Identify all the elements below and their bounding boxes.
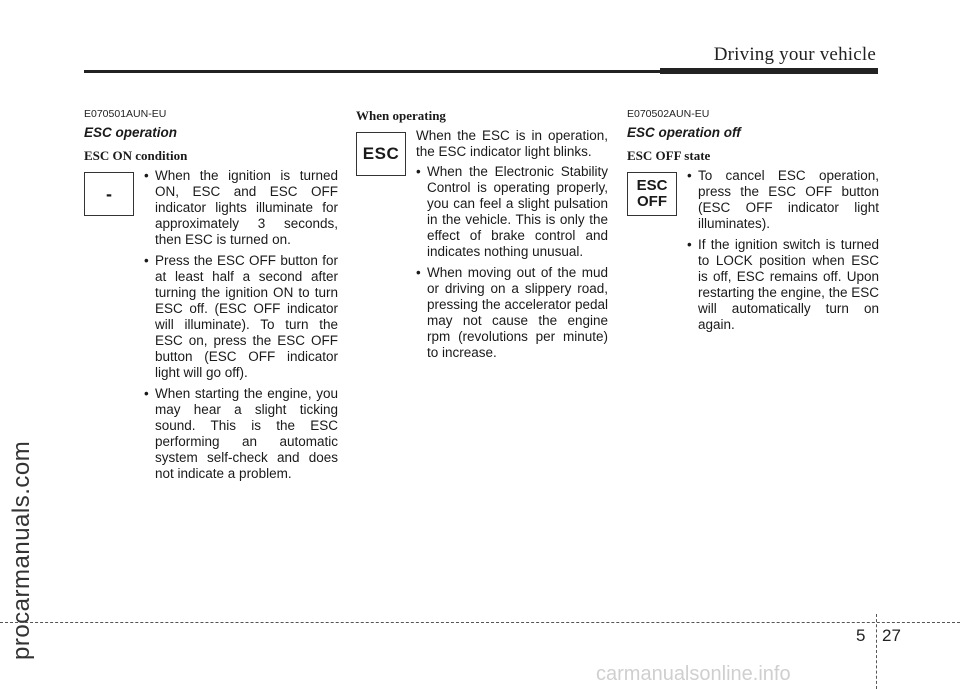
section-code: E070502AUN-EU: [627, 108, 710, 120]
list-item-text: If the ignition switch is turned to LOCK position when ESC is off, ESC remains off. Upon restarting the engine, the ESC will automatically turn on again.: [698, 237, 879, 332]
esc-indicator-icon: ESC: [356, 132, 406, 176]
section-title: ESC operation: [84, 125, 178, 140]
bullet-dot: •: [144, 253, 149, 268]
section-header-title: Driving your vehicle: [713, 44, 876, 65]
section-code: E070501AUN-EU: [84, 108, 167, 120]
subheading: ESC ON condition: [84, 148, 188, 163]
bullet-dot: •: [416, 265, 421, 280]
bullet-dot: •: [416, 164, 421, 179]
bullet-dot: •: [144, 168, 149, 183]
list-item: [144, 253, 338, 381]
subheading: When operating: [356, 108, 446, 123]
list-item-text: When starting the engine, you may hear a slight ticking sound. This is the ESC performing an automatic system self-check and does not indicate a problem.: [155, 386, 338, 481]
bullet-dot: •: [687, 237, 692, 252]
esc-on-body: [84, 168, 338, 482]
footer-watermark: carmanualsonline.info: [596, 663, 791, 685]
when-operating-body: [356, 128, 608, 361]
footer-rule: [0, 622, 960, 623]
esc-off-indicator-line1: ESC: [636, 177, 668, 194]
list-item: [687, 168, 879, 232]
chapter-number: 5: [856, 626, 866, 645]
intro-paragraph: When the ESC is in operation, the ESC indicator light blinks.: [416, 128, 608, 159]
page-number: 27: [882, 626, 901, 645]
column-esc-operation-off: [627, 108, 879, 338]
indicator-placeholder-icon: -: [84, 172, 134, 216]
footer-divider: [876, 614, 877, 689]
list-item: [416, 265, 608, 361]
column-when-operating: [356, 108, 608, 366]
list-item: [687, 237, 879, 333]
section-title: ESC operation off: [627, 125, 741, 140]
side-watermark: [8, 200, 38, 660]
esc-off-indicator-line2: OFF: [637, 193, 667, 210]
header-rule-accent: [660, 68, 878, 74]
list-item-text: To cancel ESC operation, press the ESC OFF button (ESC OFF indicator light illuminates).: [698, 168, 879, 231]
bullet-list: [356, 164, 608, 361]
side-watermark-text: procarmanuals.com: [8, 440, 35, 660]
list-item-text: Press the ESC OFF button for at least half a second after turning the ignition ON to turn ESC off. (ESC OFF indicator will illuminate). To turn the ESC on, press the ESC OFF button (ESC OFF indicator light will go off).: [155, 253, 338, 380]
column-esc-operation: [84, 108, 338, 487]
list-item: [144, 168, 338, 248]
subheading: ESC OFF state: [627, 148, 711, 163]
list-item: [416, 164, 608, 260]
bullet-dot: •: [687, 168, 692, 183]
list-item-text: When moving out of the mud or driving on a slippery road, pressing the accelerator pedal may not cause the engine rpm (revolutions per minute) to increase.: [427, 265, 608, 360]
bullet-dot: •: [144, 386, 149, 401]
list-item-text: When the Electronic Stability Control is operating properly, you can feel a slight pulsation in the vehicle. This is only the effect of brake control and indicates nothing unusual.: [427, 164, 608, 259]
list-item: [144, 386, 338, 482]
esc-off-indicator-icon: [627, 172, 677, 216]
list-item-text: When the ignition is turned ON, ESC and ESC OFF indicator lights illuminate for approximately 3 seconds, then ESC is turned on.: [155, 168, 338, 247]
esc-off-body: [627, 168, 879, 333]
